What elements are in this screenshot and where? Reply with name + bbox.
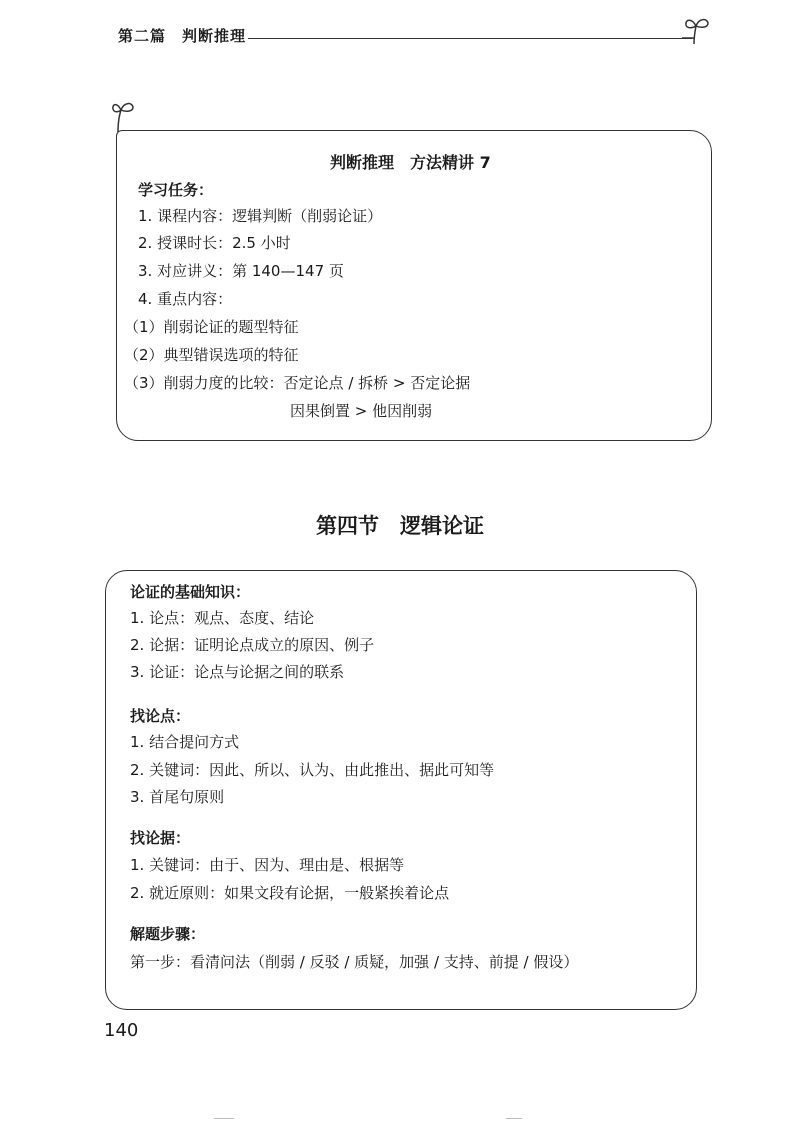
study-task-line: 因果倒置 > 他因削弱 xyxy=(290,402,433,420)
sprout-icon xyxy=(112,96,140,132)
group-heading: 解题步骤： xyxy=(130,925,206,943)
running-header: 第二篇 判断推理 xyxy=(118,27,247,45)
study-task-line: 1. 课程内容：逻辑判断（削弱论证） xyxy=(138,207,383,225)
header-rule xyxy=(248,38,692,39)
study-task-line: 2. 授课时长：2.5 小时 xyxy=(138,234,291,252)
group-heading: 找论据： xyxy=(130,829,191,847)
study-task-title: 判断推理 方法精讲 7 xyxy=(330,153,491,172)
list-item: 2. 论据：证明论点成立的原因、例子 xyxy=(130,636,375,654)
list-item: 1. 论点：观点、态度、结论 xyxy=(130,609,315,627)
list-item: 2. 关键词：因此、所以、认为、由此推出、据此可知等 xyxy=(130,761,495,779)
list-item: 第一步：看清问法（削弱 / 反驳 / 质疑，加强 / 支持、前提 / 假设） xyxy=(130,953,579,971)
section-title: 第四节 逻辑论证 xyxy=(316,513,484,538)
group-heading: 论证的基础知识： xyxy=(130,583,251,601)
scan-artifact xyxy=(214,1118,234,1119)
list-item: 3. 首尾句原则 xyxy=(130,788,225,806)
study-task-line: 3. 对应讲义：第 140—147 页 xyxy=(138,262,344,280)
list-item: 1. 结合提问方式 xyxy=(130,733,240,751)
study-task-line: （3）削弱力度的比较：否定论点 / 拆桥 > 否定论据 xyxy=(124,374,471,392)
study-task-line: （2）典型错误选项的特征 xyxy=(124,346,299,364)
study-task-line: 4. 重点内容： xyxy=(138,290,233,308)
page-number: 140 xyxy=(104,1020,139,1041)
sprout-icon xyxy=(682,14,712,46)
list-item: 2. 就近原则：如果文段有论据，一般紧挨着论点 xyxy=(130,884,450,902)
list-item: 3. 论证：论点与论据之间的联系 xyxy=(130,663,345,681)
group-heading: 找论点： xyxy=(130,707,191,725)
list-item: 1. 关键词：由于、因为、理由是、根据等 xyxy=(130,856,405,874)
study-task-line: （1）削弱论证的题型特征 xyxy=(124,318,299,336)
study-task-box xyxy=(116,130,712,441)
study-task-heading: 学习任务： xyxy=(138,181,214,199)
scan-artifact xyxy=(506,1118,522,1119)
